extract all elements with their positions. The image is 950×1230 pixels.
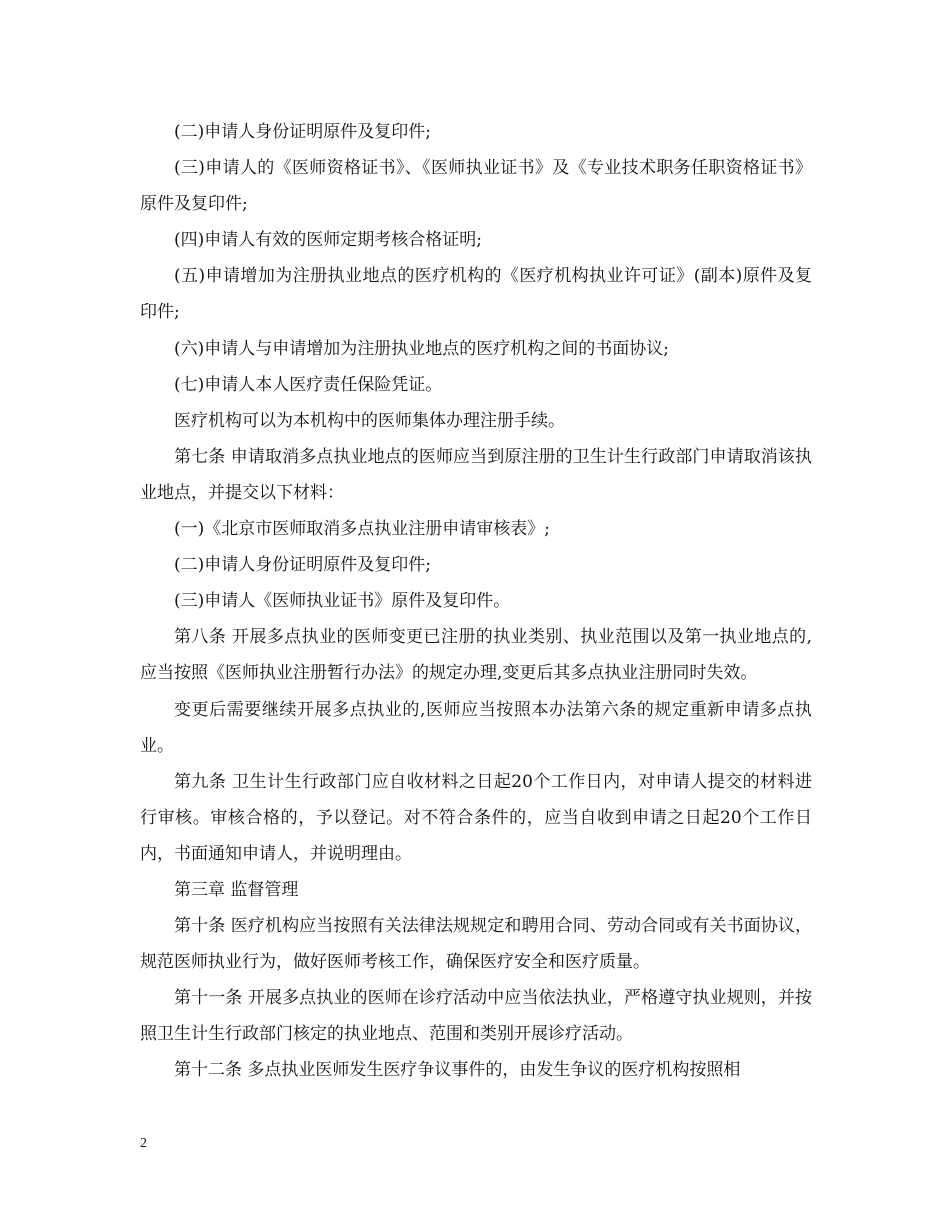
paragraph-article-9: 第九条 卫生计生行政部门应自收材料之日起20个工作日内，对申请人提交的材料进行审核。审核合格的，予以登记。对不符合条件的，应当自收到申请之日起20个工作日内，书面通知申请人，并说明理由。 (140, 771, 812, 864)
paragraph-item-3-certificates: (三)申请人的《医师资格证书》、《医师执业证书》及《专业技术职务任职资格证书》原件及复印件; (140, 158, 812, 215)
chapter-heading-3: 第三章 监督管理 (174, 879, 299, 900)
paragraph-collective-registration: 医疗机构可以为本机构中的医师集体办理注册手续。 (174, 410, 565, 431)
paragraph-article-8: 第八条 开展多点执业的医师变更已注册的执业类别、执业范围以及第一执业地点的,应当按照《医师执业注册暂行办法》的规定办理,变更后其多点执业注册同时失效。 (140, 627, 812, 684)
paragraph-item-2-id: (二)申请人身份证明原件及复印件; (174, 122, 431, 142)
paragraph-article-7-item-1: (一)《北京市医师取消多点执业注册申请审核表》; (174, 519, 550, 540)
paragraph-article-8-continuation: 变更后需要继续开展多点执业的,医师应当按照本办法第六条的规定重新申请多点执业。 (140, 699, 812, 756)
paragraph-item-7-insurance: (七)申请人本人医疗责任保险凭证。 (174, 374, 443, 395)
paragraph-item-4-assessment: (四)申请人有效的医师定期考核合格证明; (174, 230, 482, 251)
paragraph-article-7-item-2: (二)申请人身份证明原件及复印件; (174, 555, 431, 576)
paragraph-article-10: 第十条 医疗机构应当按照有关法律法规规定和聘用合同、劳动合同或有关书面协议，规范医师执业行为，做好医师考核工作，确保医疗安全和医疗质量。 (140, 916, 812, 973)
page-number: 2 (140, 1136, 147, 1151)
document-body (140, 114, 812, 1089)
paragraph-article-12: 第十二条 多点执业医师发生医疗争议事件的，由发生争议的医疗机构按照相 (174, 1060, 741, 1081)
paragraph-article-7-item-3: (三)申请人《医师执业证书》原件及复印件。 (174, 591, 511, 612)
paragraph-item-6-agreement: (六)申请人与申请增加为注册执业地点的医疗机构之间的书面协议; (174, 338, 669, 359)
paragraph-item-5-license: (五)申请增加为注册执业地点的医疗机构的《医疗机构执业许可证》(副本)原件及复印件; (140, 266, 812, 323)
paragraph-article-7: 第七条 申请取消多点执业地点的医师应当到原注册的卫生计生行政部门申请取消该执业地点，并提交以下材料： (140, 446, 812, 503)
paragraph-article-11: 第十一条 开展多点执业的医师在诊疗活动中应当依法执业，严格遵守执业规则，并按照卫生计生行政部门核定的执业地点、范围和类别开展诊疗活动。 (140, 988, 812, 1045)
